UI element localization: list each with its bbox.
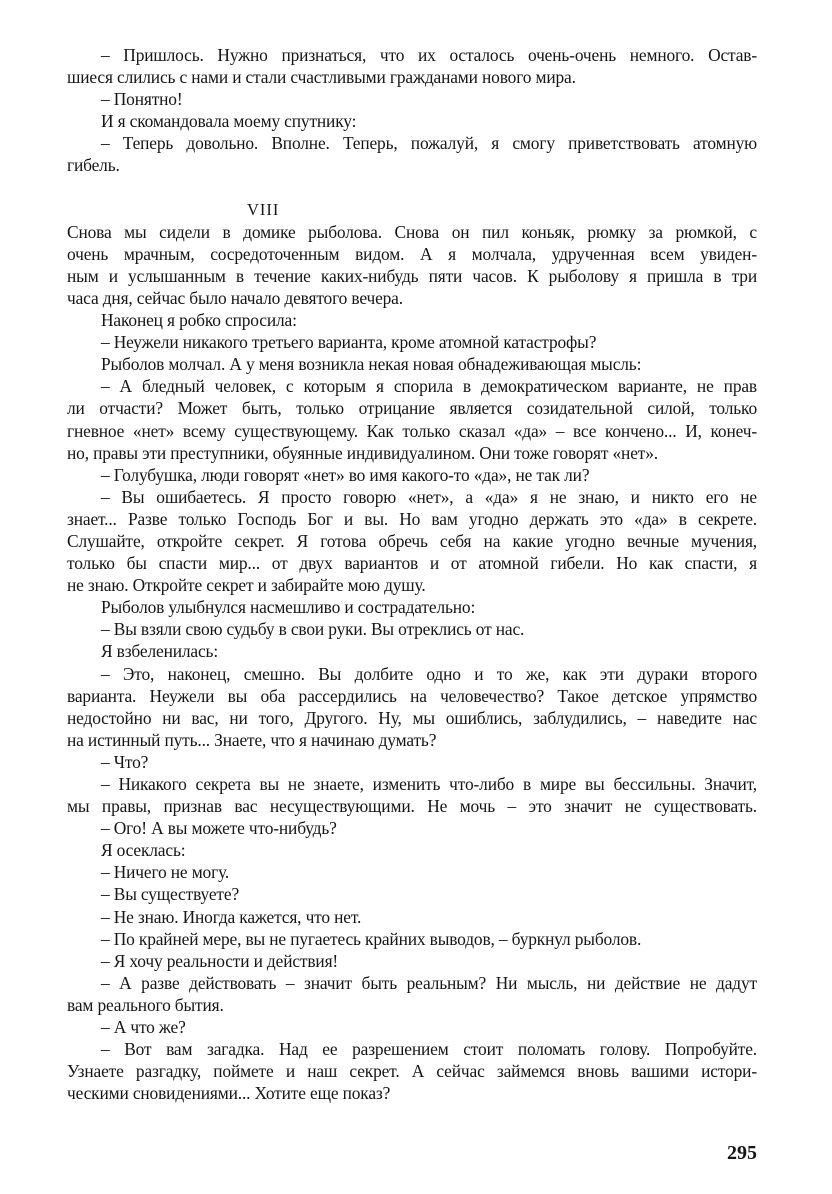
text-line: знает... Разве только Господь Бог и вы. Но вам угодно держать это «да» в секрете. xyxy=(67,508,757,529)
text-line: – Вы ошибаетесь. Я просто говорю «нет», а «да» я не знаю, и никто его не xyxy=(101,486,757,507)
text-line: Снова мы сидели в домике рыболова. Снова он пил коньяк, рюмку за рюмкой, с xyxy=(67,221,757,242)
text-line: – Что? xyxy=(101,751,149,772)
text-line: – А что же? xyxy=(101,1017,186,1038)
text-line: – Вы взяли свою судьбу в свои руки. Вы отреклись от нас. xyxy=(101,619,525,640)
text-block-before-chapter xyxy=(67,44,757,177)
text-line: только бы спасти мир... от двух вариантов и от атомной гибели. Но как спасти, я xyxy=(67,553,757,574)
text-line: Слушайте, откройте секрет. Я готова обречь себя на какие угодно вечные мучения, xyxy=(67,530,757,551)
text-line: но, правы эти преступники, обуянные индивидуалином. Они тоже говорят «нет». xyxy=(67,442,658,463)
text-line: – Ничего не могу. xyxy=(101,862,230,883)
text-line: часа дня, сейчас было начало девятого вечера. xyxy=(67,287,403,308)
text-line: – Вот вам загадка. Над ее разрешением стоит поломать голову. Попробуйте. xyxy=(101,1039,757,1060)
text-line: – Пришлось. Нужно признаться, что их осталось очень-очень немного. Остав- xyxy=(101,45,757,65)
text-line: гневное «нет» всему существующему. Как только сказал «да» – все кончено... И, конеч- xyxy=(67,420,757,441)
text-line: Рыболов молчал. А у меня возникла некая новая обнадеживающая мысль: xyxy=(101,354,642,375)
text-line: – По крайней мере, вы не пугаетесь крайних выводов, – буркнул рыболов. xyxy=(101,928,642,949)
text-line: гибель. xyxy=(67,155,120,176)
text-line: ным и услышанным в течение каких-нибудь пяти часов. К рыболову я пришла в три xyxy=(67,265,757,286)
text-line: – Вы существуете? xyxy=(101,884,240,905)
text-line: – Ого! А вы можете что-нибудь? xyxy=(101,818,337,839)
text-line: очень мрачным, сосредоточенным видом. А я молчала, удрученная всем увиден- xyxy=(67,243,757,264)
text-line: – А бледный человек, с которым я спорила в демократическом варианте, не прав xyxy=(101,376,757,397)
text-line: – Не знаю. Иногда кажется, что нет. xyxy=(101,906,362,927)
text-line: – Никакого секрета вы не знаете, изменить что-либо в мире вы бессильны. Значит, xyxy=(101,774,757,794)
text-line: – Я хочу реальности и действия! xyxy=(101,950,339,971)
text-line: – Голубушка, люди говорят «нет» во имя какого-то «да», не так ли? xyxy=(101,464,590,485)
text-line: шиеся слились с нами и стали счастливыми гражданами нового мира. xyxy=(67,67,576,88)
chapter-heading: VIII xyxy=(247,199,280,219)
text-line: – Теперь довольно. Вполне. Теперь, пожалуй, я смогу приветствовать атомную xyxy=(101,133,757,154)
text-line: Рыболов улыбнулся насмешливо и сострадательно: xyxy=(101,597,476,618)
text-line: Я осеклась: xyxy=(101,840,186,861)
text-line: мы правы, признав вас несуществующими. Не мочь – это значит не существовать. xyxy=(67,796,757,817)
text-line: недостойно ни вас, ни того, Другого. Ну, мы ошиблись, заблудились, – наведите нас xyxy=(67,707,757,728)
text-line: варианта. Неужели вы оба рассердились на человечество? Такое детское упрямство xyxy=(67,685,757,706)
text-line: – Это, наконец, смешно. Вы долбите одно и то же, как эти дураки второго xyxy=(101,663,757,684)
text-line: вам реального бытия. xyxy=(67,994,224,1015)
text-line: не знаю. Откройте секрет и забирайте мою душу. xyxy=(67,575,426,596)
text-line: Я взбеленилась: xyxy=(101,641,219,662)
text-line: – Понятно! xyxy=(101,89,183,110)
text-block-after-chapter xyxy=(67,221,757,1105)
book-page-text xyxy=(67,44,757,1104)
text-line: – А разве действовать – значит быть реальным? Ни мысль, ни действие не дадут xyxy=(101,972,757,993)
text-line: И я скомандовала моему спутнику: xyxy=(101,111,357,132)
text-line: Наконец я робко спросила: xyxy=(101,310,297,331)
page-number: 295 xyxy=(727,1142,757,1164)
text-line: Узнаете разгадку, поймете и наш секрет. А сейчас займемся вновь вашими истори- xyxy=(67,1061,757,1082)
text-line: на истинный путь... Знаете, что я начинаю думать? xyxy=(67,729,437,750)
text-line: ческими сновидениями... Хотите еще показ? xyxy=(67,1083,391,1104)
text-line: ли отчасти? Может быть, только отрицание является созидательной силой, только xyxy=(67,398,757,419)
text-line: – Неужели никакого третьего варианта, кроме атомной катастрофы? xyxy=(101,332,597,353)
